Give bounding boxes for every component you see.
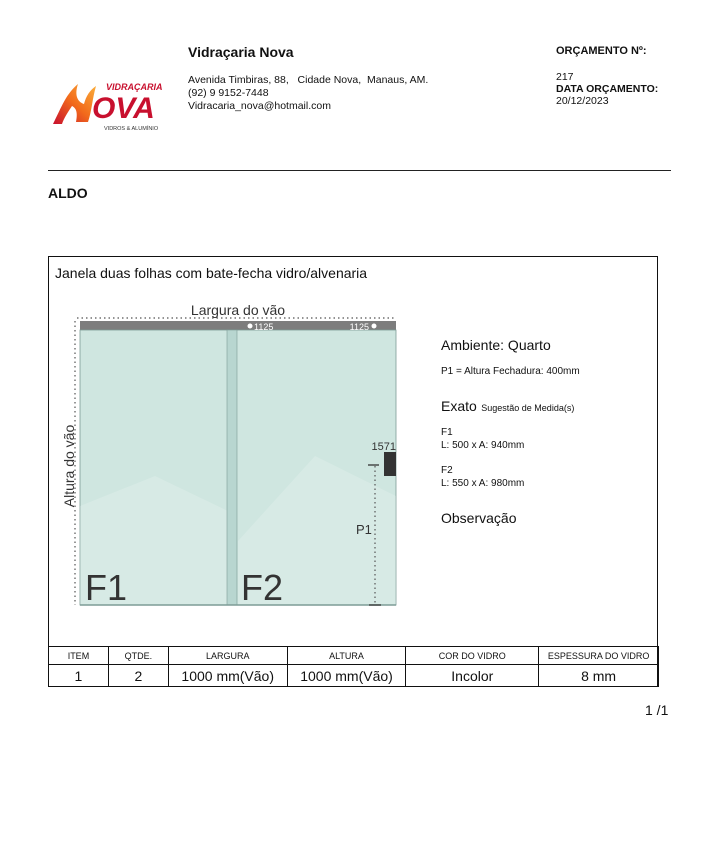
cell-altura: 1000 mm(Vão) [287, 665, 406, 687]
measure-type [441, 398, 574, 416]
company-phone: (92) 9 9152-7448 [188, 87, 269, 99]
leaf-f1-name: F1 [441, 427, 453, 438]
client-name: ALDO [48, 185, 88, 201]
dim-left-label: 1125 [254, 322, 274, 332]
leaf-f2-size: L: 550 x A: 980mm [441, 478, 525, 489]
leaf-f2-name: F2 [441, 465, 453, 476]
ambiente-label: Ambiente: Quarto [441, 337, 551, 353]
header-largura: LARGURA [168, 647, 287, 665]
quote-number: 217 [556, 71, 574, 83]
logo-main-text: OVA [92, 92, 155, 125]
company-name: Vidraçaria Nova [188, 44, 294, 60]
header-divider [48, 170, 671, 171]
p1-label: P1 [356, 522, 372, 537]
quote-info [556, 71, 658, 107]
header-espessura: ESPESSURA DO VIDRO [539, 647, 659, 665]
company-email: Vidracaria_nova@hotmail.com [188, 100, 331, 112]
company-logo [48, 66, 170, 138]
quote-number-label: ORÇAMENTO Nº: [556, 45, 647, 57]
cell-espessura: 8 mm [539, 665, 659, 687]
company-contact [188, 74, 428, 113]
observacao-label: Observação [441, 510, 517, 526]
header-item: ITEM [49, 647, 109, 665]
items-table [48, 646, 659, 687]
top-rail [80, 321, 396, 330]
window-drawing [55, 296, 425, 616]
height-label: Altura do vão [61, 424, 77, 508]
handle-height-label: 1571 [371, 441, 396, 453]
cell-cor: Incolor [406, 665, 539, 687]
header-cor: COR DO VIDRO [406, 647, 539, 665]
product-title: Janela duas folhas com bate-fecha vidro/alvenaria [55, 265, 368, 281]
cell-item: 1 [49, 665, 109, 687]
header-altura: ALTURA [287, 647, 406, 665]
width-label: Largura do vão [190, 302, 286, 318]
leaf-f2-label: F2 [241, 567, 284, 608]
logo-graphic [48, 66, 170, 138]
cell-qtde: 2 [108, 665, 168, 687]
sugestao-label: Sugestão de Medida(s) [481, 403, 575, 413]
leaf-f1-label: F1 [85, 567, 128, 608]
quote-date-label: DATA ORÇAMENTO: [556, 83, 659, 95]
quote-date: 20/12/2023 [556, 95, 609, 107]
logo-sub-text: VIDROS & ALUMÍNIO [104, 126, 159, 132]
page-number: 1 /1 [645, 702, 669, 718]
handle-icon [384, 452, 396, 476]
p1-note: P1 = Altura Fechadura: 400mm [441, 366, 580, 377]
dim-dot-left-icon [248, 324, 253, 329]
header-qtde: QTDE. [108, 647, 168, 665]
dim-right-label: 1125 [349, 322, 369, 332]
table-row [49, 665, 659, 687]
company-address: Avenida Timbiras, 88, Cidade Nova, Manaus, AM. [188, 74, 429, 86]
dim-dot-right-icon [372, 324, 377, 329]
leaf-divider [227, 330, 237, 605]
leaf-f2-dims [441, 464, 524, 490]
leaf-f1-size: L: 500 x A: 940mm [441, 440, 525, 451]
cell-largura: 1000 mm(Vão) [168, 665, 287, 687]
exato-label: Exato [441, 398, 477, 414]
leaf-f1-dims [441, 426, 524, 452]
table-header-row [49, 647, 659, 665]
logo-top-text: VIDRAÇARIA [106, 82, 163, 92]
